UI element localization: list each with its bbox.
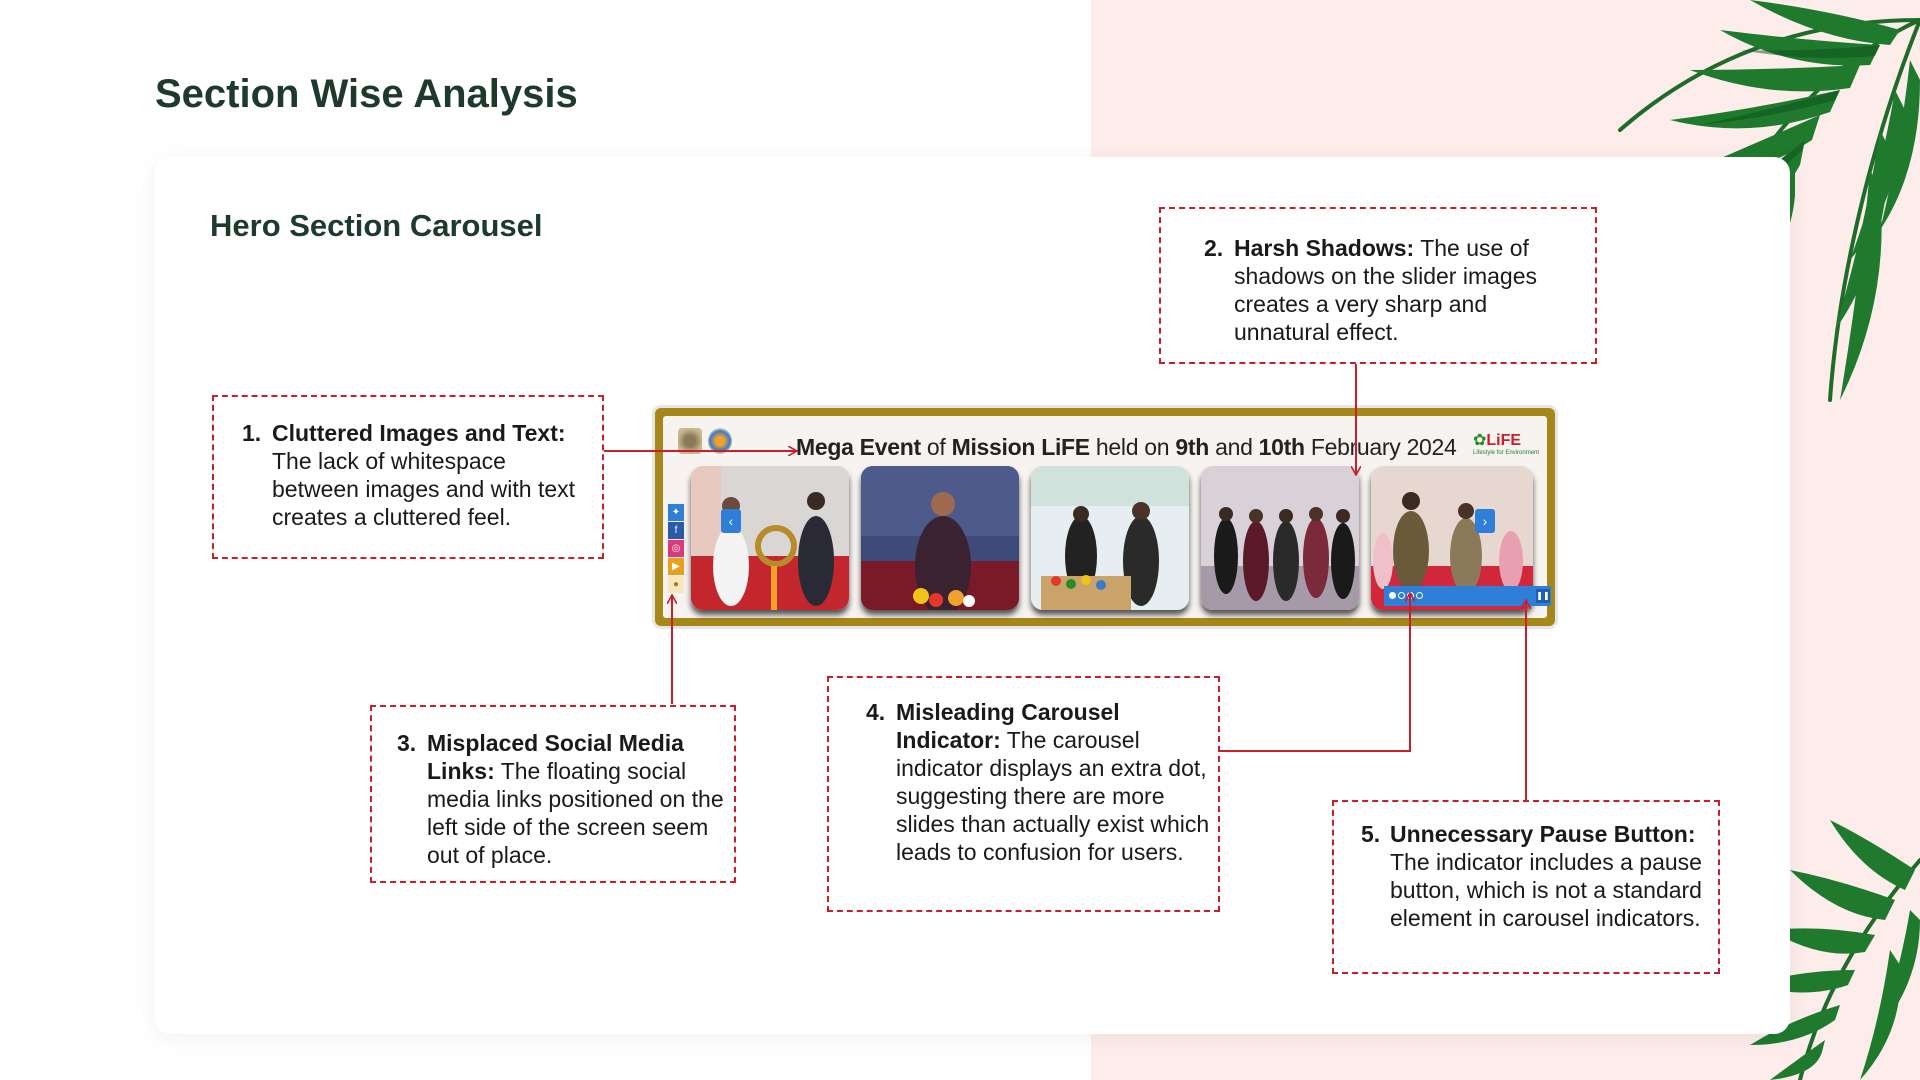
carousel-slide[interactable] (861, 466, 1019, 610)
hero-carousel[interactable] (655, 408, 1555, 626)
carousel-indicator (1384, 586, 1551, 606)
carousel-next-button[interactable] (1475, 509, 1495, 533)
chevron-right-icon: › (1482, 513, 1488, 529)
contrast-link[interactable] (668, 576, 684, 593)
facebook-link[interactable] (668, 522, 684, 539)
twitter-icon: ✦ (671, 507, 681, 518)
indicator-dot[interactable] (1416, 592, 1423, 599)
ministry-seal-icon (708, 428, 732, 454)
carousel-slide[interactable] (691, 466, 849, 610)
note-cluttered-images: 1. Cluttered Images and Text: The lack of whitespace between images and with text creates a cluttered feel. (212, 395, 604, 559)
instagram-link[interactable] (668, 540, 684, 557)
youtube-link[interactable] (668, 558, 684, 575)
carousel-slide[interactable] (1201, 466, 1359, 610)
contrast-icon: ● (672, 579, 680, 590)
instagram-icon: ◎ (671, 543, 681, 554)
indicator-dot[interactable] (1407, 592, 1414, 599)
carousel-prev-button[interactable] (721, 509, 741, 533)
youtube-icon: ▶ (672, 561, 680, 572)
section-title: Hero Section Carousel (210, 208, 543, 243)
note-unnecessary-pause-button: 5. Unnecessary Pause Button: The indicator includes a pause button, which is not a standard element in carousel indicators. (1332, 800, 1720, 974)
carousel-pause-button[interactable] (1536, 589, 1550, 603)
note-harsh-shadows: 2. Harsh Shadows: The use of shadows on the slider images creates a very sharp and unnatural effect. (1159, 207, 1597, 364)
twitter-link[interactable] (668, 504, 684, 521)
indicator-dot-active[interactable] (1389, 592, 1396, 599)
page-title: Section Wise Analysis (155, 72, 578, 116)
facebook-icon: f (674, 525, 678, 536)
carousel-slide[interactable] (1031, 466, 1189, 610)
carousel-banner-text: Mega Event of Mission LiFE held on 9th and 10th February 2024 (796, 434, 1457, 460)
indicator-dot[interactable] (1398, 592, 1405, 599)
note-misleading-indicator: 4. Misleading Carousel Indicator: The carousel indicator displays an extra dot, suggesting there are more slides than actually exist which leads to confusion for users. (827, 676, 1220, 912)
carousel-inner (663, 416, 1550, 618)
pause-icon: ❚❚ (1536, 591, 1550, 600)
life-logo: ✿LiFE Lifestyle for Environment (1473, 432, 1540, 456)
national-emblem-icon (678, 428, 702, 454)
note-misplaced-social-links: 3. Misplaced Social Media Links: The floating social media links positioned on the left side of the screen seem out of place. (370, 705, 736, 883)
chevron-left-icon: ‹ (728, 513, 734, 529)
